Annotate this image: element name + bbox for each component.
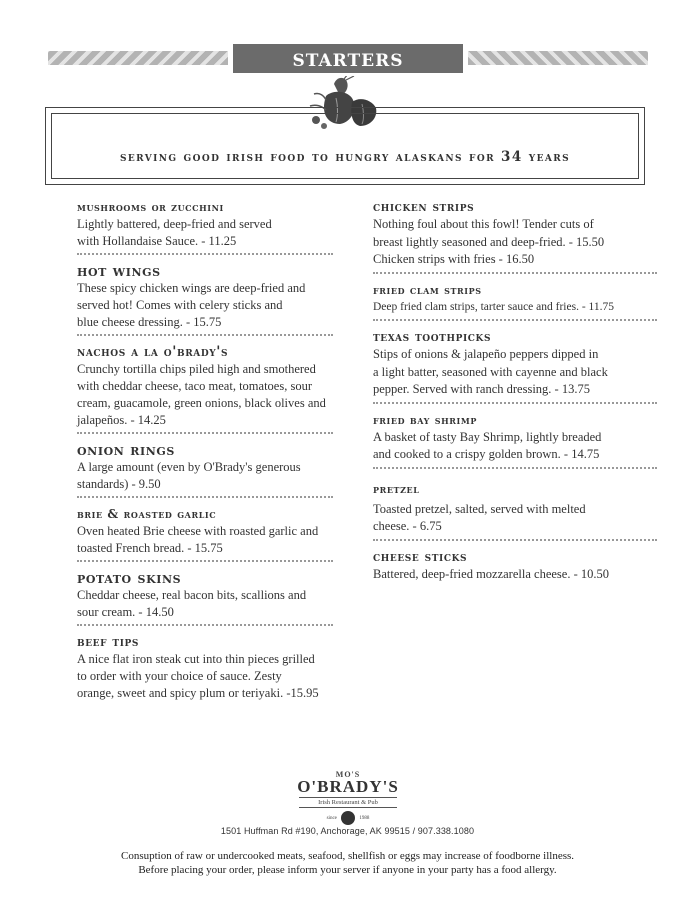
dotted-divider — [77, 429, 333, 434]
dotted-divider — [77, 557, 333, 562]
item-desc-line: breast lightly seasoned and deep-fried. - 15.50 — [373, 234, 605, 249]
item-desc-line: and cooked to a crispy golden brown. - 14.75 — [373, 447, 600, 461]
item-desc-line: These spicy chicken wings are deep-fried and — [77, 281, 306, 295]
dotted-divider — [77, 621, 333, 626]
tagline-inner-border — [51, 113, 639, 179]
dotted-divider — [373, 399, 657, 404]
menu-item — [373, 412, 657, 469]
item-name: pretzel — [373, 481, 420, 496]
menu-item — [373, 481, 657, 541]
menu-item — [77, 442, 333, 498]
item-desc-line: A nice flat iron steak cut into thin pieces grilled — [77, 652, 315, 666]
item-desc-line: A basket of tasty Bay Shrimp, lightly breaded — [373, 429, 602, 444]
dotted-divider — [373, 536, 657, 541]
item-desc-line: Stips of onions & jalapeño peppers dipped in — [373, 347, 599, 361]
restaurant-logo — [293, 770, 403, 825]
item-desc-line: Chicken strips with fries - 16.50 — [373, 252, 535, 266]
dotted-divider — [77, 250, 333, 255]
item-desc-line: standards) - 9.50 — [77, 477, 161, 491]
menu-column-left — [77, 199, 333, 702]
menu-item — [77, 199, 333, 255]
item-desc-line: jalapeños. - 14.25 — [77, 413, 166, 427]
item-desc-line: pepper. Served with ranch dressing. - 13.75 — [373, 382, 590, 396]
item-name: texas toothpicks — [373, 329, 492, 345]
dotted-divider — [77, 331, 333, 336]
item-desc-line: orange, sweet and spicy plum or teriyaki. -15.95 — [77, 686, 319, 700]
dotted-divider — [77, 493, 333, 498]
item-name: mushrooms or zucchini — [77, 200, 224, 214]
item-desc-line: Lightly battered, deep-fried and served — [77, 217, 272, 231]
menu-item — [373, 329, 657, 404]
menu-item — [373, 282, 657, 322]
item-name: potato skins — [77, 569, 182, 587]
notice-line: Consuption of raw or undercooked meats, seafood, shellfish or eggs may increase of foodborne illness. — [120, 850, 575, 862]
section-title: starters — [233, 44, 463, 73]
menu-column-right — [373, 199, 657, 583]
item-name: hot wings — [77, 262, 161, 280]
logo-since-year: 1988 — [359, 815, 370, 821]
logo-subtitle: Irish Restaurant & Pub — [299, 797, 397, 808]
logo-name: O'BRADY'S — [297, 777, 399, 796]
item-desc-line: with Hollandaise Sauce. - 11.25 — [77, 234, 237, 248]
item-name: fried clam strips — [373, 282, 482, 297]
notice-line: Before placing your order, please inform your server if anyone in your party has a food allergy. — [138, 864, 557, 876]
item-desc-line: A large amount (even by O'Brady's generous — [77, 460, 301, 474]
menu-item — [373, 199, 657, 274]
item-desc-line: Battered, deep-fried mozzarella cheese. - 10.50 — [373, 566, 609, 581]
allergy-notice — [0, 849, 695, 877]
item-name: brie & roasted garlic — [77, 507, 217, 521]
item-desc-line: toasted French bread. - 15.75 — [77, 541, 223, 555]
item-name: beef tips — [77, 634, 139, 650]
dotted-divider — [373, 316, 657, 321]
tagline-frame — [45, 107, 645, 185]
item-name: onion rings — [77, 441, 175, 459]
menu-item — [77, 344, 333, 434]
menu-item — [77, 506, 333, 562]
item-desc-line: Cheddar cheese, real bacon bits, scallions and — [77, 588, 307, 602]
item-desc-line: to order with your choice of sauce. Zesty — [77, 669, 282, 683]
logo-since-label: since — [326, 815, 337, 821]
item-name: cheese sticks — [373, 548, 468, 565]
menu-item — [373, 549, 657, 584]
item-desc-line: Nothing foul about this fowl! Tender cuts of — [373, 217, 594, 231]
logo-top-text: MO'S — [335, 770, 361, 779]
tagline: serving good irish food to hungry alaskans for 34 years — [119, 149, 570, 165]
item-desc-line: with cheddar cheese, taco meat, tomatoes, sour — [77, 379, 312, 393]
item-desc-line: a light batter, seasoned with cayenne and black — [373, 364, 608, 379]
dotted-divider — [373, 464, 657, 469]
banner-stripe-right — [468, 51, 648, 65]
logo-since — [293, 811, 403, 825]
banner-stripe-left — [48, 51, 228, 65]
menu-item — [77, 263, 333, 336]
item-desc-line: cheese. - 6.75 — [373, 519, 442, 533]
shamrock-seal-icon — [341, 811, 355, 825]
item-desc-line: served hot! Comes with celery sticks and — [77, 298, 283, 312]
dotted-divider — [373, 269, 657, 274]
item-desc-line: Oven heated Brie cheese with roasted garlic and — [77, 524, 319, 538]
menu-item — [77, 570, 333, 626]
item-desc-line: sour cream. - 14.50 — [77, 605, 174, 619]
section-banner — [0, 44, 695, 74]
item-desc-line: blue cheese dressing. - 15.75 — [77, 315, 222, 329]
item-desc-line: Toasted pretzel, salted, served with melted — [373, 501, 586, 516]
item-name: nachos a la o'brady's — [77, 344, 229, 360]
item-desc-line: cream, guacamole, green onions, black olives and — [77, 396, 326, 410]
item-desc-line: Deep fried clam strips, tarter sauce and fries. - 11.75 — [373, 300, 614, 313]
item-desc-line: Crunchy tortilla chips piled high and smothered — [77, 362, 316, 376]
item-name: fried bay shrimp — [373, 412, 477, 427]
item-name: chicken strips — [373, 199, 475, 215]
address-line: 1501 Huffman Rd #190, Anchorage, AK 99515 / 907.338.1080 — [220, 826, 475, 836]
menu-item — [77, 634, 333, 702]
